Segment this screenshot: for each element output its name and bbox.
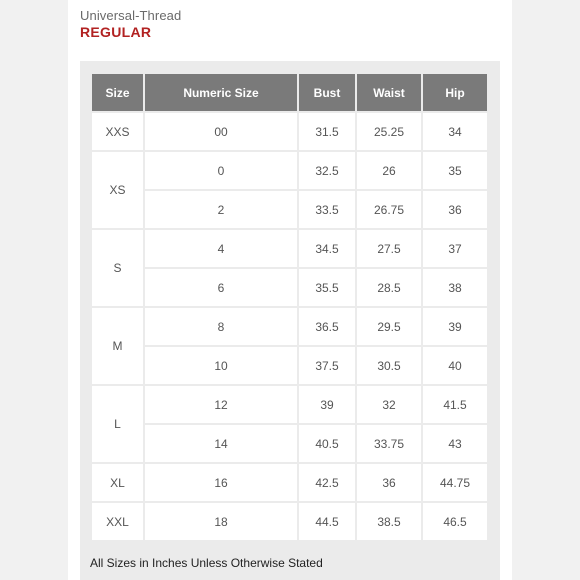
size-label-cell: XXL <box>92 503 143 540</box>
waist-cell: 27.5 <box>357 230 421 267</box>
hip-cell: 35 <box>423 152 487 189</box>
bust-cell: 33.5 <box>299 191 355 228</box>
numeric-size-cell: 8 <box>145 308 297 345</box>
hip-cell: 41.5 <box>423 386 487 423</box>
size-label-cell: XS <box>92 152 143 228</box>
table-row <box>92 464 487 501</box>
hip-cell: 40 <box>423 347 487 384</box>
table-row <box>92 503 487 540</box>
size-table-body <box>92 113 487 540</box>
waist-cell: 29.5 <box>357 308 421 345</box>
waist-cell: 36 <box>357 464 421 501</box>
table-row <box>92 113 487 150</box>
bust-cell: 40.5 <box>299 425 355 462</box>
numeric-size-cell: 2 <box>145 191 297 228</box>
column-header-bust: Bust <box>299 74 355 111</box>
size-label-cell: S <box>92 230 143 306</box>
numeric-size-cell: 6 <box>145 269 297 306</box>
bust-cell: 35.5 <box>299 269 355 306</box>
waist-cell: 25.25 <box>357 113 421 150</box>
hip-cell: 34 <box>423 113 487 150</box>
size-label-cell: M <box>92 308 143 384</box>
column-header-waist: Waist <box>357 74 421 111</box>
numeric-size-cell: 16 <box>145 464 297 501</box>
column-header-size: Size <box>92 74 143 111</box>
bust-cell: 37.5 <box>299 347 355 384</box>
hip-cell: 38 <box>423 269 487 306</box>
table-row <box>92 152 487 189</box>
table-row <box>92 230 487 267</box>
numeric-size-cell: 4 <box>145 230 297 267</box>
bust-cell: 31.5 <box>299 113 355 150</box>
brand-name: Universal-Thread <box>80 8 182 23</box>
table-row <box>92 425 487 462</box>
hip-cell: 43 <box>423 425 487 462</box>
table-header-row <box>92 74 487 111</box>
waist-cell: 26.75 <box>357 191 421 228</box>
table-row <box>92 191 487 228</box>
bust-cell: 44.5 <box>299 503 355 540</box>
hip-cell: 44.75 <box>423 464 487 501</box>
numeric-size-cell: 0 <box>145 152 297 189</box>
hip-cell: 36 <box>423 191 487 228</box>
waist-cell: 30.5 <box>357 347 421 384</box>
waist-cell: 28.5 <box>357 269 421 306</box>
table-row <box>92 347 487 384</box>
bust-cell: 32.5 <box>299 152 355 189</box>
size-table <box>90 72 489 542</box>
bust-cell: 36.5 <box>299 308 355 345</box>
size-label-cell: XL <box>92 464 143 501</box>
column-header-numeric-size: Numeric Size <box>145 74 297 111</box>
waist-cell: 32 <box>357 386 421 423</box>
waist-cell: 33.75 <box>357 425 421 462</box>
hip-cell: 37 <box>423 230 487 267</box>
numeric-size-cell: 12 <box>145 386 297 423</box>
column-header-hip: Hip <box>423 74 487 111</box>
footnote: All Sizes in Inches Unless Otherwise Stated <box>90 556 323 570</box>
numeric-size-cell: 00 <box>145 113 297 150</box>
bust-cell: 42.5 <box>299 464 355 501</box>
fit-label: REGULAR <box>80 24 152 40</box>
numeric-size-cell: 18 <box>145 503 297 540</box>
size-label-cell: L <box>92 386 143 462</box>
table-row <box>92 308 487 345</box>
bust-cell: 39 <box>299 386 355 423</box>
table-row <box>92 386 487 423</box>
table-row <box>92 269 487 306</box>
numeric-size-cell: 14 <box>145 425 297 462</box>
waist-cell: 38.5 <box>357 503 421 540</box>
waist-cell: 26 <box>357 152 421 189</box>
size-label-cell: XXS <box>92 113 143 150</box>
bust-cell: 34.5 <box>299 230 355 267</box>
numeric-size-cell: 10 <box>145 347 297 384</box>
hip-cell: 46.5 <box>423 503 487 540</box>
hip-cell: 39 <box>423 308 487 345</box>
